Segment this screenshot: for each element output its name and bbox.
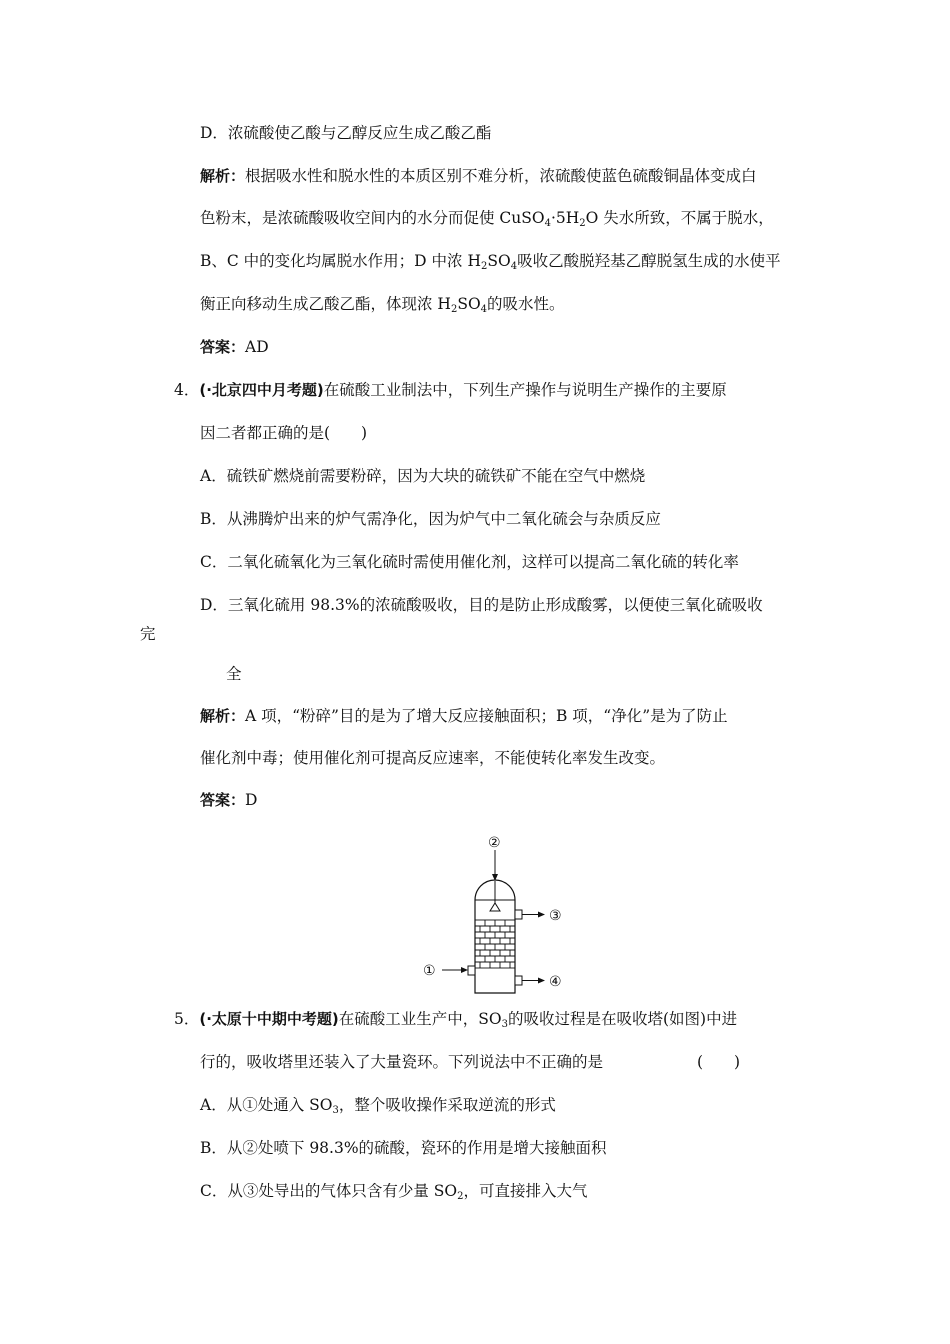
q4-number: 4． <box>174 381 200 399</box>
q4-stem-line-1 <box>174 380 727 400</box>
analysis-label: 解析： <box>200 707 246 725</box>
q3-analysis-text-1: 根据吸水性和脱水性的本质区别不难分析，浓硫酸使蓝色硫酸铜晶体变成白 <box>245 167 757 185</box>
q4-option-d-wrap-1: 完 <box>140 625 156 643</box>
q5-number: 5． <box>174 1010 200 1028</box>
q4-answer <box>200 790 257 810</box>
absorption-tower-diagram <box>410 828 590 1000</box>
diagram-label-3: ③ <box>549 908 562 924</box>
q4-option-c: C．二氧化硫氧化为三氧化硫时需使用催化剂，这样可以提高二氧化硫的转化率 <box>200 553 739 571</box>
subscript: 3 <box>332 1105 339 1116</box>
q4-source: (·北京四中月考题) <box>199 381 324 399</box>
inlet-1-stub <box>468 966 475 975</box>
q3-analysis-text-3c: 吸收乙酸脱羟基乙醇脱氢生成的水使平 <box>517 252 781 270</box>
subscript: 2 <box>457 1191 464 1202</box>
q3-analysis-text-4c: 的吸水性。 <box>487 295 565 313</box>
q4-option-a: A．硫铁矿燃烧前需要粉碎，因为大块的硫铁矿不能在空气中燃烧 <box>200 467 646 485</box>
q5-option-c <box>200 1181 588 1201</box>
q3-analysis-text-2a: 色粉末，是浓硫酸吸收空间内的水分而促使 CuSO <box>200 209 545 227</box>
q5-stem-text-1b: 的吸收过程是在吸收塔(如图)中进 <box>508 1010 738 1028</box>
q4-analysis-text-1: A 项，“粉碎”目的是为了增大反应接触面积；B 项，“净化”是为了防止 <box>245 707 728 725</box>
q4-stem-line-2: 因二者都正确的是( ) <box>200 424 368 442</box>
q5-source: (·太原十中期中考题) <box>199 1010 339 1028</box>
q4-stem-text-1: 在硫酸工业制法中，下列生产操作与说明生产操作的主要原 <box>323 381 727 399</box>
outlet-3-stub <box>515 910 522 919</box>
q5-option-c-text-2: ，可直接排入大气 <box>463 1182 588 1200</box>
q5-option-c-text-1: C．从③处导出的气体只含有少量 SO <box>200 1182 458 1200</box>
q5-option-b: B．从②处喷下 98.3%的硫酸，瓷环的作用是增大接触面积 <box>200 1139 607 1157</box>
analysis-label: 解析： <box>200 167 246 185</box>
q4-option-b: B．从沸腾炉出来的炉气需净化，因为炉气中二氧化硫会与杂质反应 <box>200 510 661 528</box>
q5-stem-line-2: 行的，吸收塔里还装入了大量瓷环。下列说法中不正确的是 <box>200 1053 604 1071</box>
q3-option-d: D．浓硫酸使乙酸与乙醇反应生成乙酸乙酯 <box>200 124 492 142</box>
arrowhead <box>538 912 545 918</box>
q3-analysis-text-3a: B、C 中的变化均属脱水作用；D 中浓 H <box>200 252 481 270</box>
subscript: 2 <box>579 218 586 229</box>
q4-option-d: D．三氧化硫用 98.3%的浓硫酸吸收，目的是防止形成酸雾，以便使三氧化硫吸收 <box>200 596 763 614</box>
q4-analysis-line-1 <box>200 706 728 726</box>
answer-label: 答案： <box>200 338 246 356</box>
q3-answer-value: AD <box>245 338 269 356</box>
q5-option-a-text-2: ，整个吸收操作采取逆流的形式 <box>338 1096 556 1114</box>
outlet-4-stub <box>515 976 522 985</box>
q3-analysis-line-4 <box>200 294 565 314</box>
subscript: 2 <box>480 261 488 272</box>
subscript: 4 <box>544 218 551 229</box>
q3-analysis-line-3 <box>200 251 781 271</box>
q5-option-a <box>200 1095 556 1115</box>
diagram-label-1: ① <box>423 963 436 979</box>
arrowhead <box>538 978 545 984</box>
q5-option-a-text-1: A．从①处通入 SO <box>200 1096 333 1114</box>
q4-answer-value: D <box>245 791 258 809</box>
q3-analysis-text-3b: SO <box>487 252 511 270</box>
q4-analysis-line-2: 催化剂中毒；使用催化剂可提高反应速率，不能使转化率发生改变。 <box>200 749 666 767</box>
q3-answer <box>200 337 269 357</box>
diagram-label-2: ② <box>488 835 501 851</box>
q3-analysis-text-4a: 衡正向移动生成乙酸乙酯，体现浓 H <box>200 295 451 313</box>
q4-option-d-wrap-2: 全 <box>226 665 242 683</box>
q3-analysis-line-1 <box>200 166 757 186</box>
q5-answer-paren: ( ) <box>697 1053 741 1071</box>
subscript: 4 <box>480 304 488 315</box>
subscript: 2 <box>450 304 458 315</box>
arrowhead <box>461 967 468 973</box>
subscript: 4 <box>510 261 518 272</box>
q5-stem-line-1 <box>174 1009 737 1029</box>
q3-analysis-text-2b: ·5H <box>550 209 580 227</box>
q5-stem-text-1a: 在硫酸工业生产中，SO <box>338 1010 502 1028</box>
q3-analysis-line-2 <box>200 208 774 228</box>
subscript: 3 <box>501 1019 508 1030</box>
q3-analysis-text-4b: SO <box>457 295 481 313</box>
q3-analysis-text-2c: O 失水所致，不属于脱水， <box>585 209 774 227</box>
diagram-label-4: ④ <box>549 974 562 990</box>
answer-label: 答案： <box>200 791 246 809</box>
